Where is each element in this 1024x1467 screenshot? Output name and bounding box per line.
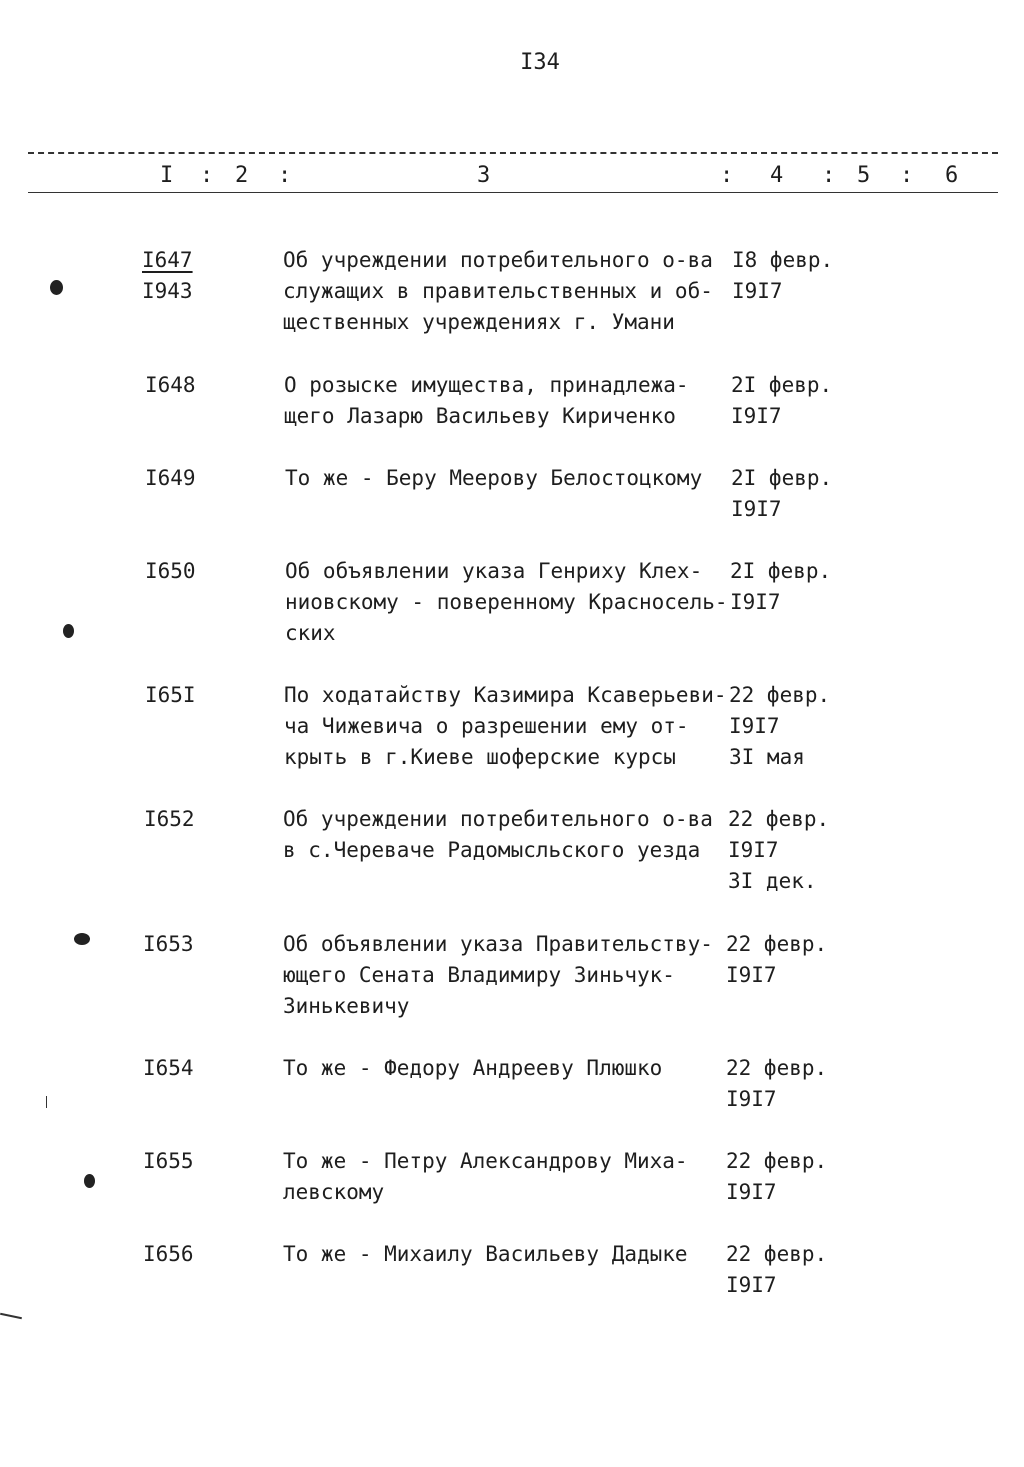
record-title [284,370,732,432]
record-title-line: Об объявлении указа Генриху Клех- [285,559,703,583]
record-title-line: щего Лазарю Васильеву Кириченко [284,404,676,428]
record-title [283,1053,731,1084]
record-title [283,804,731,866]
record-title-line: ча Чижевича о разрешении ему от- [284,714,689,738]
record-title-line: То же - Михаилу Васильеву Дадыке [283,1242,688,1266]
record-date-line: 22 февр. [726,932,828,956]
column-header-1: I [160,163,174,188]
record-number-line: I654 [143,1056,194,1080]
record-number-line: I653 [143,932,194,956]
record-title-line: ющего Сената Владимиру Зиньчук- [283,963,675,987]
column-header-3: 3 [477,163,491,188]
record-title [283,245,731,338]
record-date-line: I8 февр. [732,248,834,272]
record-date-line: 3I мая [729,745,805,769]
record-number [145,680,215,711]
record-date-line: 22 февр. [729,683,831,707]
record-number-line: I655 [143,1149,194,1173]
record-date-line: 22 февр. [728,807,830,831]
record-date-line: I9I7 [729,714,780,738]
column-header-2: 2 [235,163,249,188]
record-number-line: I943 [142,279,193,303]
record-title-line: По ходатайству Казимира Ксаверьеви- [284,683,727,707]
record-dates [726,1146,866,1208]
record-title [285,463,733,494]
record-date-line: I9I7 [726,1087,777,1111]
record-title-line: То же - Беру Меерову Белостоцкому [285,466,703,490]
record-title-line: То же - Петру Александрову Миха- [283,1149,688,1173]
record-number [143,1146,213,1177]
record-date-line: I9I7 [726,1273,777,1297]
record-date-line: I9I7 [728,838,779,862]
record-date-line: 2I февр. [731,373,833,397]
record-date-line: I9I7 [731,497,782,521]
record-date-line: 22 февр. [726,1056,828,1080]
record-title-line: крыть в г.Киеве шоферские курсы [284,745,676,769]
binder-hole-mark [63,624,74,638]
record-number [144,804,214,835]
record-number [143,929,213,960]
record-number [143,1239,213,1270]
column-header-4: 4 [770,163,784,188]
record-date-line: I9I7 [731,404,782,428]
column-separator: : [200,163,214,188]
record-number [142,245,212,307]
column-separator: : [720,163,734,188]
record-number [145,463,215,494]
record-title-line: левскому [283,1180,385,1204]
record-number-line: I650 [145,559,196,583]
record-dates [728,804,868,897]
page-number: I34 [520,50,560,75]
record-title [283,1146,731,1208]
record-date-line: 2I февр. [730,559,832,583]
record-number [143,1053,213,1084]
record-title-line: Об учреждении потребительного о-ва [283,807,713,831]
record-dates [729,680,869,773]
record-date-line: I9I7 [732,279,783,303]
column-separator: : [822,163,836,188]
record-number [145,556,215,587]
record-date-line: 22 февр. [726,1242,828,1266]
record-title-line: служащих в правительственных и об- [283,279,713,303]
record-title-line: в с.Череваче Радомысльского уезда [283,838,701,862]
column-header-6: 6 [945,163,959,188]
binder-hole-mark [74,933,90,945]
record-title-line: Об объявлении указа Правительству- [283,932,713,956]
record-title-line: Об учреждении потребительного о-ва [283,248,713,272]
record-number-line: I648 [145,373,196,397]
record-number-line: I652 [144,807,195,831]
record-title-line: О розыске имущества, принадлежа- [284,373,689,397]
record-dates [731,463,871,525]
record-dates [726,929,866,991]
column-separator: : [278,163,292,188]
record-dates [730,556,870,618]
record-title-line: ниовскому - поверенному Красносель- [285,590,728,614]
record-title [283,929,731,1022]
record-title [285,556,733,649]
record-title-line: ских [285,621,336,645]
record-date-line: 3I дек. [728,869,817,893]
record-title-line: щественных учреждениях г. Умани [283,310,675,334]
record-title-line: Зинькевичу [283,994,410,1018]
margin-stroke-mark [46,1096,47,1108]
record-date-line: 22 февр. [726,1149,828,1173]
record-number-line: I656 [143,1242,194,1266]
record-title-line: То же - Федору Андрееву Плюшко [283,1056,663,1080]
record-dates [731,370,871,432]
column-header-5: 5 [857,163,871,188]
record-title [283,1239,731,1270]
record-number-line: I649 [145,466,196,490]
record-date-line: I9I7 [726,963,777,987]
record-title [284,680,732,773]
record-date-line: I9I7 [730,590,781,614]
record-date-line: I9I7 [726,1180,777,1204]
binder-hole-mark [50,280,63,295]
record-date-line: 2I февр. [731,466,833,490]
record-number-line: I647 [142,248,193,272]
column-separator: : [900,163,914,188]
record-dates [726,1053,866,1115]
record-dates [726,1239,866,1301]
record-dates [732,245,872,307]
record-number-line: I65I [145,683,196,707]
record-number [145,370,215,401]
binder-hole-mark [84,1174,95,1188]
